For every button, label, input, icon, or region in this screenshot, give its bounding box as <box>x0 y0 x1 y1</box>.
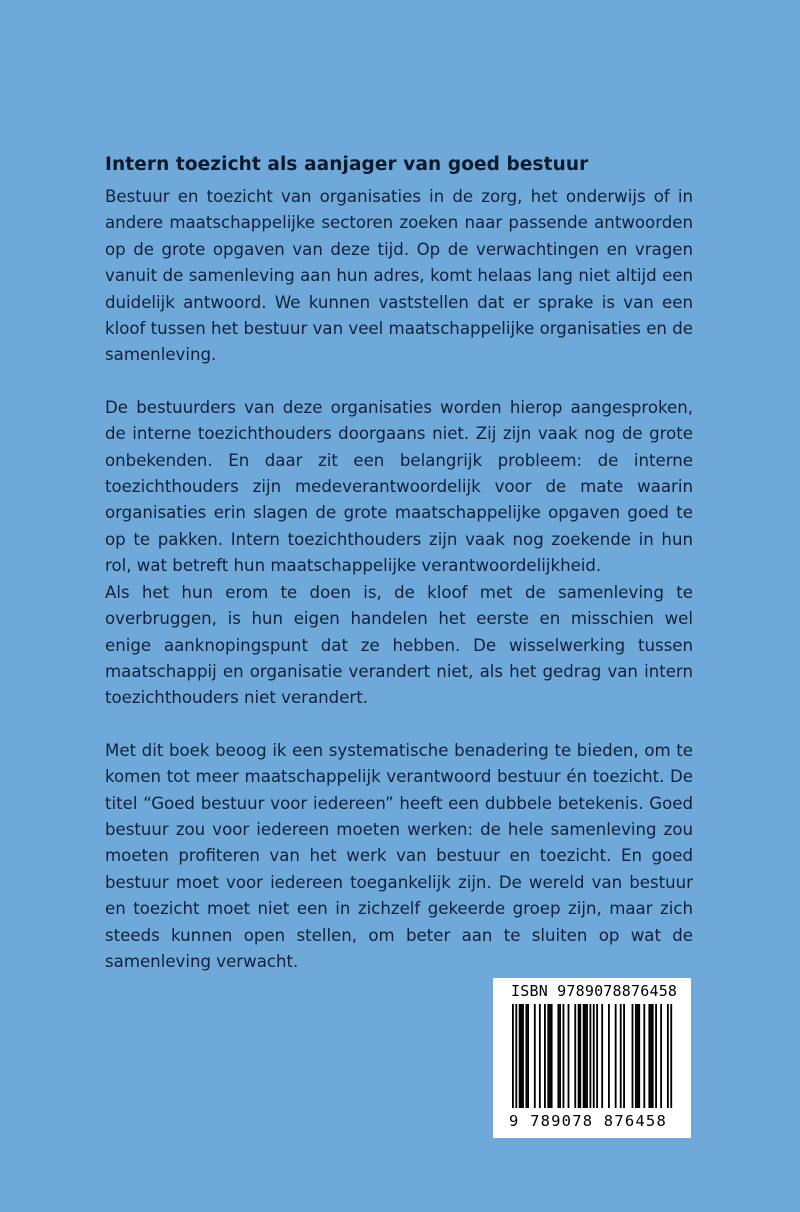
barcode-bar <box>515 1004 517 1108</box>
barcode-bar <box>557 1004 559 1108</box>
barcode-bar <box>547 1004 549 1108</box>
barcode-bar <box>638 1004 640 1108</box>
barcode-bar <box>635 1004 637 1108</box>
book-blurb-title: Intern toezicht als aanjager van goed bestuur <box>105 154 589 175</box>
barcode-bar <box>549 1004 551 1108</box>
barcode-bar <box>608 1004 610 1108</box>
isbn-label: ISBN 9789078876458 <box>511 982 678 1000</box>
barcode-bar <box>615 1004 617 1108</box>
barcode-bar <box>643 1004 645 1108</box>
barcode-bar <box>620 1004 622 1108</box>
barcode-bar <box>539 1004 541 1108</box>
barcode-bar <box>519 1004 521 1108</box>
barcode-bar <box>589 1004 591 1108</box>
barcode-bar <box>544 1004 546 1108</box>
barcode-bar <box>525 1004 527 1108</box>
barcode-bar <box>563 1004 565 1108</box>
barcode-bar <box>578 1004 580 1108</box>
barcode-bar <box>593 1004 595 1108</box>
barcode-bar <box>637 1004 639 1108</box>
barcode-bar <box>623 1004 625 1108</box>
barcode-bar <box>512 1004 514 1108</box>
barcode-bar <box>648 1004 650 1108</box>
barcode-bar <box>520 1004 522 1108</box>
barcode-bar <box>655 1004 657 1108</box>
paragraph-2: De bestuurders van deze organisaties worden hierop aangesproken, de interne toezichthouders doorgaans niet. Zij zijn vaak nog de grote onbekenden. En daar zit een belangrijk probleem: de interne toezichthouders zijn medeverantwoordelijk voor de mate waarin organisaties erin slagen de grote maatschappelijke opgaven goed te op te pakken. Intern toezichthouders zijn vaak nog zoekende in hun rol, wat betreft hun maatschappelijke verantwoordelijkheid. <box>105 397 693 576</box>
barcode-bar <box>559 1004 561 1108</box>
paragraph-3: Als het hun erom te doen is, de kloof met de samenleving te overbruggen, is hun eigen handelen het eerste en misschien wel enige aanknopingspunt dat ze hebben. De wisselwerking tussen maatschappij en organisatie verandert niet, als het gedrag van intern toezichthouders niet verandert. <box>105 582 693 708</box>
barcode-bar <box>551 1004 553 1108</box>
barcode-bar <box>596 1004 598 1108</box>
barcode-bar <box>534 1004 536 1108</box>
barcode-bar <box>586 1004 588 1108</box>
isbn-barcode <box>493 978 691 1138</box>
barcode-bar <box>667 1004 669 1108</box>
barcode-bar <box>632 1004 634 1108</box>
barcode-bar <box>660 1004 662 1108</box>
blurb <box>105 152 693 975</box>
barcode-bar <box>601 1004 603 1108</box>
barcode-bar <box>579 1004 581 1108</box>
barcode-bar <box>568 1004 570 1108</box>
isbn-digits: 9 789078 876458 <box>509 1112 667 1130</box>
paragraph-gap <box>105 712 693 738</box>
paragraph-gap <box>105 369 693 395</box>
barcode-bar <box>650 1004 652 1108</box>
paragraph-1: Bestuur en toezicht van organisaties in de zorg, het onderwijs of in andere maatschappelijke sectoren zoeken naar passende antwoorden op de grote opgaven van deze tijd. Op de verwachtingen en vragen vanuit de samenleving aan hun adres, komt helaas lang niet altijd een duidelijk antwoord. We kunnen vaststellen dat er sprake is van een kloof tussen het bestuur van veel maatschappelijke organisaties en de samenleving. <box>105 187 693 365</box>
barcode-bar <box>574 1004 576 1108</box>
barcode-bar <box>527 1004 529 1108</box>
barcode-bar <box>584 1004 586 1108</box>
barcode-bar <box>670 1004 672 1108</box>
barcode-bar <box>522 1004 524 1108</box>
barcode-bar <box>583 1004 585 1108</box>
barcode-bar <box>652 1004 654 1108</box>
paragraph-4: Met dit boek beoog ik een systematische benadering te bieden, om te komen tot meer maatschappelijk verantwoord bestuur én toezicht. De titel “Goed bestuur voor iedereen” heeft een dubbele betekenis. Goed bestuur zou voor iedereen moeten werken: de hele samenleving zou moeten profiteren van het werk van bestuur en toezicht. En goed bestuur moet voor iedereen toegankelijk zijn. De wereld van bestuur en toezicht moet niet een in zichzelf gekeerde groep zijn, maar zich steeds kunnen open stellen, om beter aan te sluiten op wat de samenleving verwacht. <box>105 740 693 971</box>
